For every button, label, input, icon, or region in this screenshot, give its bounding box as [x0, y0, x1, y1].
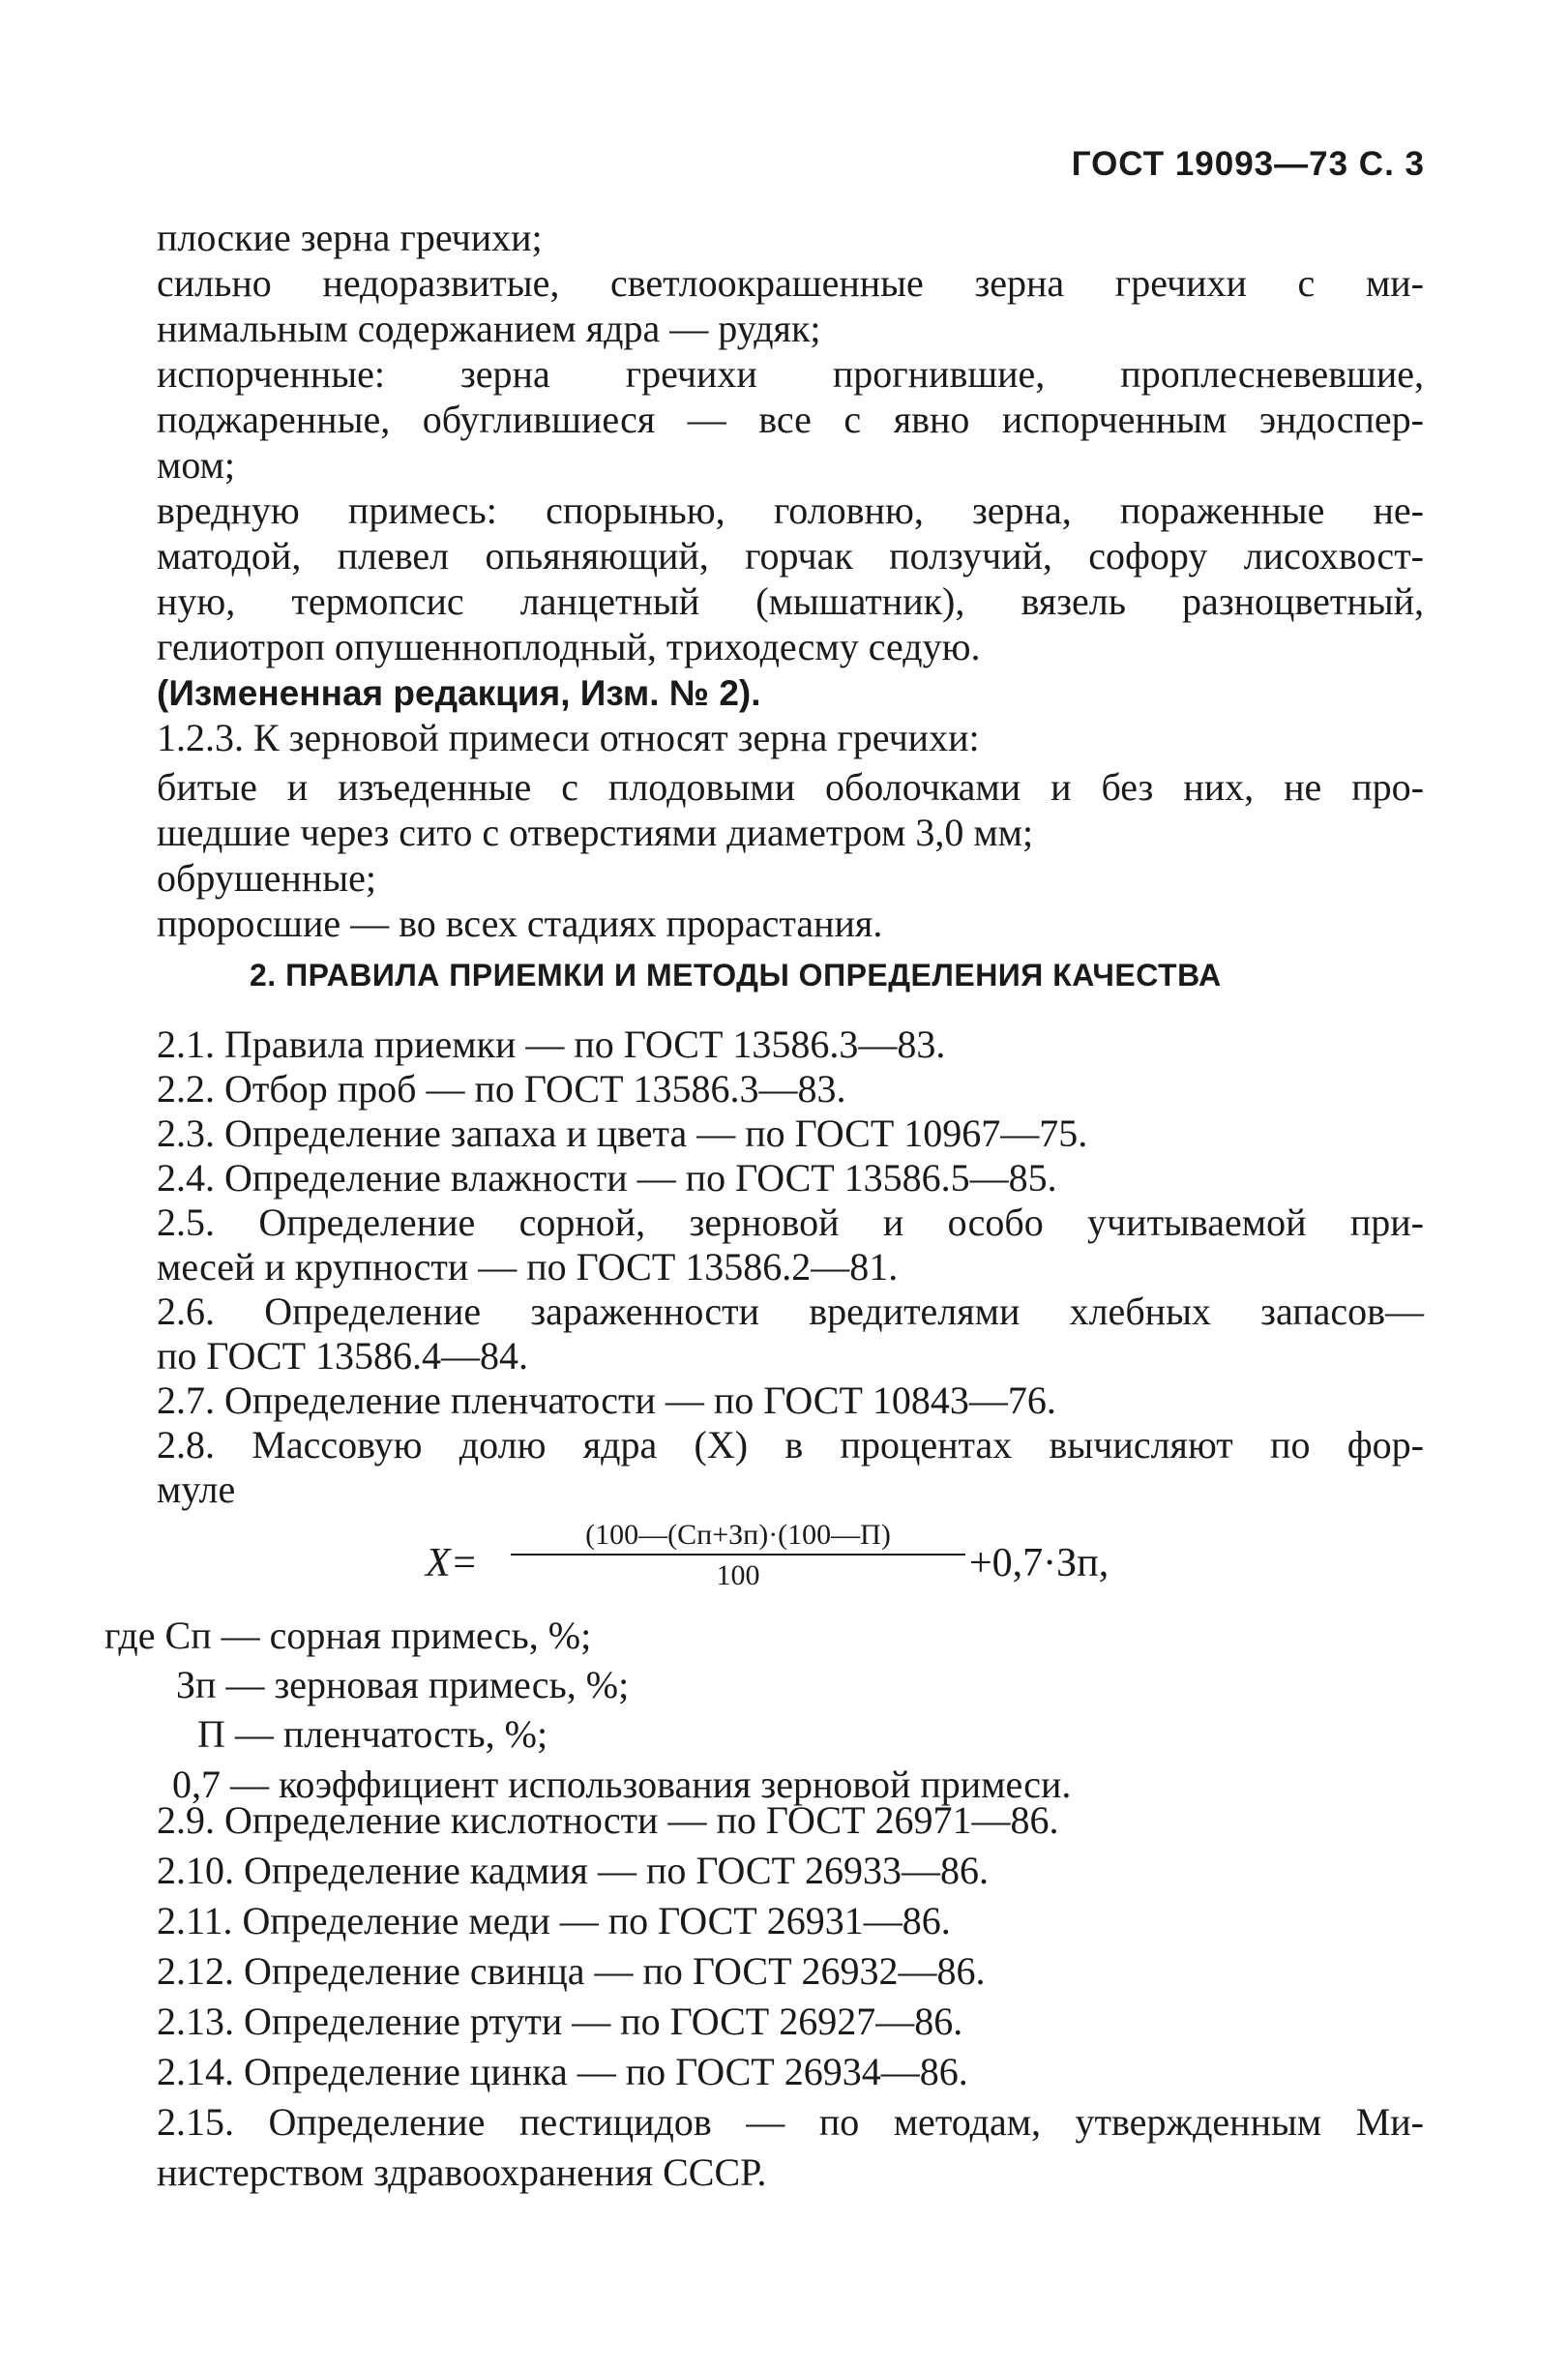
text-line: 2.14. Определение цинка — по ГОСТ 26934—86. [157, 2050, 968, 2093]
page-header: ГОСТ 19093—73 С. 3 [1071, 145, 1425, 183]
text-line: сильно недоразвитые, светлоокрашенные зерна гречихи с ми- [157, 261, 1424, 305]
formula-numerator: (100—(Сп+Зп)·(100—П) [511, 1519, 965, 1556]
text-line: нистерством здравоохранения СССР. [157, 2150, 767, 2194]
text-line: поджаренные, обуглившиеся — все с явно испорченным эндоспер- [157, 398, 1424, 441]
legend-row: где Сп — сорная примесь, %; [104, 1614, 592, 1657]
text-line: мом; [157, 443, 235, 487]
text-line: 2.10. Определение кадмия — по ГОСТ 26933—86. [157, 1849, 989, 1892]
text-line: обрушенные; [157, 856, 376, 900]
section1-list [157, 764, 1424, 946]
legend-row: 0,7 — коэффициент использования зерновой примеси. [172, 1762, 1072, 1806]
text-line: проросшие — во всех стадиях прорастания. [157, 902, 883, 945]
text-line: нимальным содержанием ядра — рудяк; [157, 307, 821, 350]
text-line: 2.6. Определение зараженности вредителями хлебных запасов— [157, 1289, 1424, 1333]
text-line: матодой, плевел опьяняющий, горчак ползучий, софору лисохвост- [157, 534, 1424, 578]
formula-legend [104, 1611, 1071, 1809]
text-line: месей и крупности — по ГОСТ 13586.2—81. [157, 1245, 899, 1289]
text-line: 2.15. Определение пестицидов — по методам, утвержденным Ми- [157, 2100, 1424, 2144]
section2-items [157, 1022, 1424, 1512]
formula-fraction [511, 1519, 965, 1592]
text-line: 2.9. Определение кислотности — по ГОСТ 26971—86. [157, 1798, 1059, 1842]
section1-text-continued [157, 672, 1424, 761]
text-line: по ГОСТ 13586.4—84. [157, 1334, 529, 1378]
formula-lhs: X= [426, 1541, 478, 1586]
text-line: плоские зерна гречихи; [157, 216, 543, 259]
formula-tail: +0,7·Зп, [969, 1541, 1109, 1586]
text-line: 2.12. Определение свинца — по ГОСТ 26932—86. [157, 1949, 986, 1993]
section2-title: 2. ПРАВИЛА ПРИЕМКИ И МЕТОДЫ ОПРЕДЕЛЕНИЯ КАЧЕСТВА [250, 958, 1222, 993]
legend-row: П — пленчатость, %; [197, 1712, 548, 1757]
text-line: 2.1. Правила приемки — по ГОСТ 13586.3—83. [157, 1022, 946, 1066]
section2-items-continued [157, 1795, 1424, 2198]
text-line: 2.2. Отбор проб — по ГОСТ 13586.3—83. [157, 1067, 846, 1111]
section1-text [157, 215, 1424, 669]
text-line: гелиотроп опушенноплодный, триходесму седую. [157, 625, 981, 668]
text-line: вредную примесь: спорынью, головню, зерна, пораженные не- [157, 489, 1424, 532]
text-line: 2.4. Определение влажности — по ГОСТ 13586.5—85. [157, 1156, 1057, 1200]
text-line: ную, термопсис ланцетный (мышатник), вязель разноцветный, [157, 579, 1424, 623]
text-line: 2.5. Определение сорной, зерновой и особо учитываемой при- [157, 1200, 1424, 1244]
text-line: 2.7. Определение пленчатости — по ГОСТ 10843—76. [157, 1378, 1056, 1422]
text-line: 2.3. Определение запаха и цвета — по ГОСТ 10967—75. [157, 1111, 1088, 1155]
text-line: муле [157, 1467, 236, 1511]
text-line: 2.11. Определение меди — по ГОСТ 26931—86. [157, 1899, 951, 1942]
legend-row: Зп — зерновая примесь, %; [176, 1663, 630, 1707]
text-line: 2.8. Массовую долю ядра (X) в процентах вычисляют по фор- [157, 1423, 1424, 1467]
formula-denominator: 100 [716, 1559, 760, 1591]
text-line: шедшие через сито с отверстиями диаметром 3,0 мм; [157, 811, 1034, 854]
text-line: 2.13. Определение ртути — по ГОСТ 26927—86. [157, 2000, 963, 2043]
amendment-note: (Измененная редакция, Изм. № 2). [157, 673, 761, 713]
text-line: битые и изъеденные с плодовыми оболочками и без них, не про- [157, 765, 1424, 809]
item-1-2-3: 1.2.3. К зерновой примеси относят зерна гречихи: [157, 716, 980, 760]
formula [426, 1519, 1180, 1625]
text-line: испорченные: зерна гречихи прогнившие, проплесневевшие, [157, 352, 1424, 396]
